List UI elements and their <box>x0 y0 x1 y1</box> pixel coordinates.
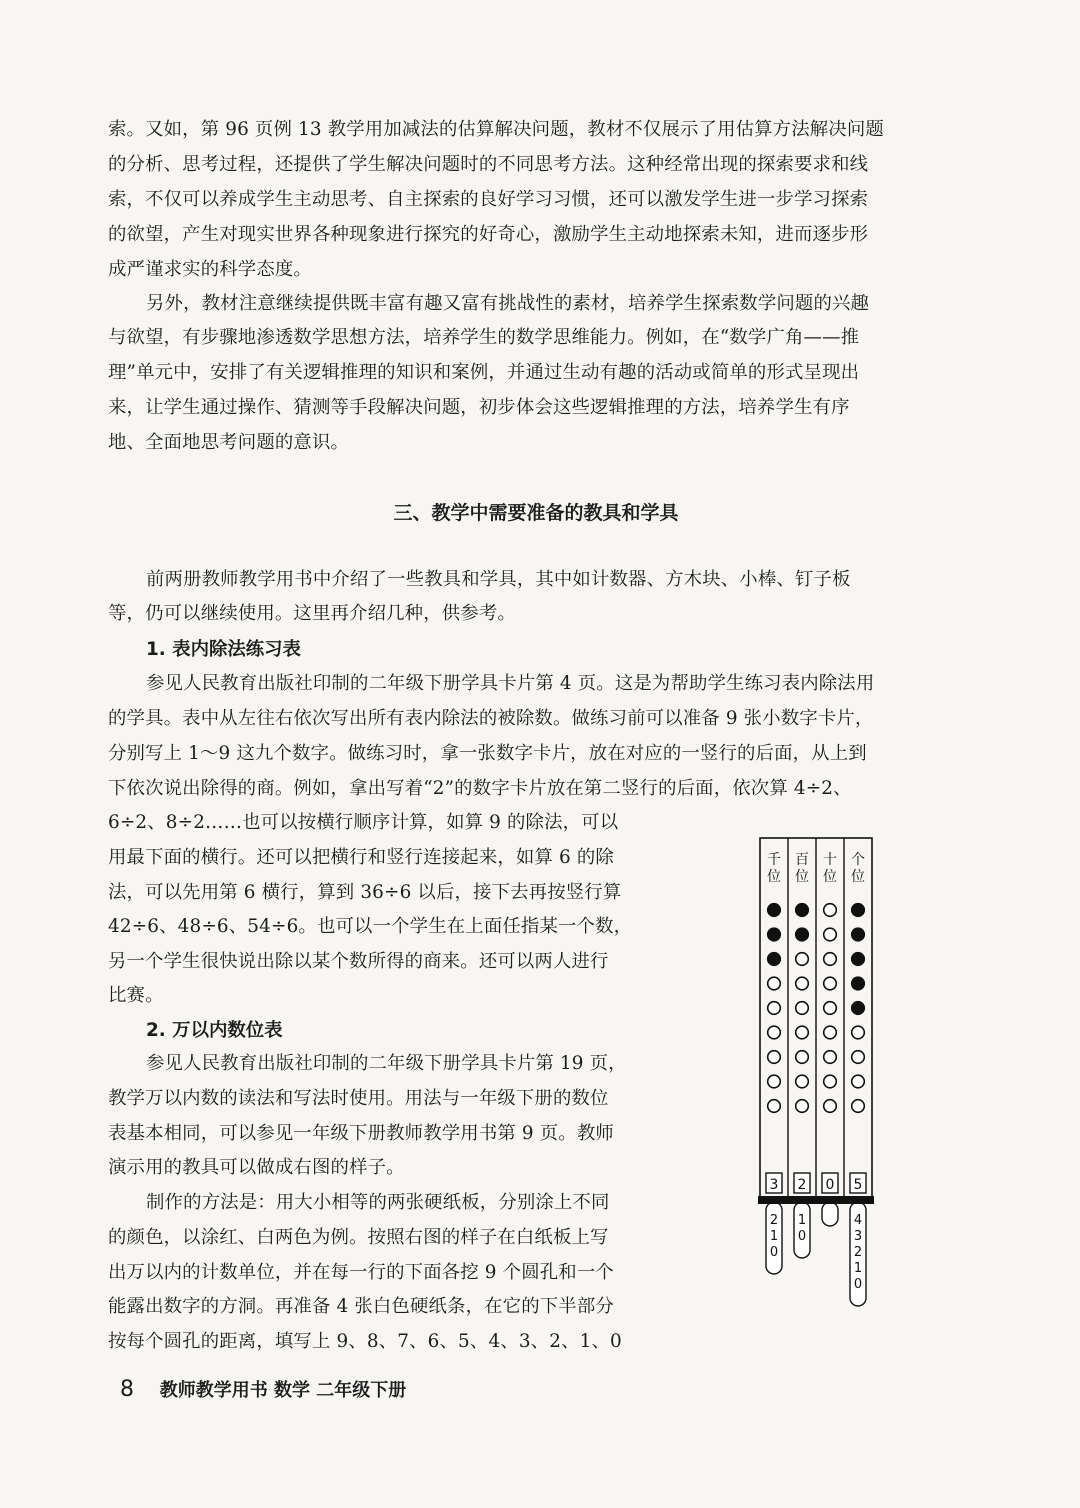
column-label-char: 位 <box>767 869 781 885</box>
empty-hole <box>852 1026 865 1039</box>
empty-hole <box>768 1002 781 1015</box>
filled-hole <box>768 953 781 966</box>
text-line: 的颜色，以涂红、白两色为例。按照右图的样子在白纸板上写 <box>108 1227 609 1248</box>
text-line: 用最下面的横行。还可以把横行和竖行连接起来，如算 6 的除 <box>108 847 614 868</box>
strip-digit: 1 <box>769 1229 779 1244</box>
text-line: 成严谨求实的科学态度。 <box>108 259 312 280</box>
text-line: 的欲望，产生对现实世界各种现象进行探究的好奇心，激励学生主动地探索未知，进而逐步形 <box>108 224 869 245</box>
text-line: 索。又如，第 96 页例 13 教学用加减法的估算解决问题，教材不仅展示了用估算方法解决问题 <box>108 119 884 140</box>
column-label-char: 千 <box>767 852 781 868</box>
empty-hole <box>824 904 837 917</box>
text-line: 比赛。 <box>108 985 164 1006</box>
filled-hole <box>768 904 781 917</box>
strip-digit: 0 <box>797 1229 807 1244</box>
page-number: 8 <box>120 1377 134 1402</box>
column-label-char: 位 <box>851 869 865 885</box>
text-line: 参见人民教育出版社印制的二年级下册学具卡片第 19 页， <box>146 1053 627 1074</box>
empty-hole <box>768 1100 781 1113</box>
digit-window-value: 0 <box>825 1177 835 1193</box>
text-line: 前两册教师教学用书中介绍了一些教具和学具，其中如计数器、方木块、小棒、钉子板 <box>146 569 851 590</box>
place-value-chart-diagram <box>748 830 898 1360</box>
text-line: 制作的方法是：用大小相等的两张硬纸板，分别涂上不同 <box>146 1192 610 1213</box>
text-line: 表基本相同，可以参见一年级下册教师教学用书第 9 页。教师 <box>108 1123 614 1144</box>
digit-window-value: 5 <box>853 1177 863 1193</box>
empty-hole <box>796 1051 809 1064</box>
section-title: 三、教学中需要准备的教具和学具 <box>393 502 679 524</box>
empty-hole <box>796 1100 809 1113</box>
empty-hole <box>768 1075 781 1088</box>
text-line: 出万以内的计数单位，并在每一行的下面各挖 9 个圆孔和一个 <box>108 1262 614 1283</box>
digit-window-value: 3 <box>769 1177 779 1193</box>
strip-digit: 3 <box>853 1229 863 1244</box>
subheading-division-table: 1. 表内除法练习表 <box>146 639 301 660</box>
text-line: 理”单元中，安排了有关逻辑推理的知识和案例，并通过生动有趣的活动或简单的形式呈现出 <box>108 362 860 383</box>
text-line: 与欲望，有步骤地渗透数学思想方法，培养学生的数学思维能力。例如，在“数学广角——推 <box>108 327 860 348</box>
filled-hole <box>796 904 809 917</box>
empty-hole <box>824 1026 837 1039</box>
text-line: 教学万以内数的读法和写法时使用。用法与一年级下册的数位 <box>108 1088 609 1109</box>
text-line: 索，不仅可以养成学生主动思考、自主探索的良好学习习惯，还可以激发学生进一步学习探索 <box>108 189 869 210</box>
text-line: 演示用的教具可以做成右图的样子。 <box>108 1157 405 1178</box>
strip-digit: 1 <box>853 1261 863 1276</box>
text-line: 的分析、思考过程，还提供了学生解决问题时的不同思考方法。这种经常出现的探索要求和线 <box>108 154 869 175</box>
empty-hole <box>796 953 809 966</box>
book-title: 教师教学用书 数学 二年级下册 <box>159 1380 407 1401</box>
text-line: 法，可以先用第 6 横行，算到 36÷6 以后，接下去再按竖行算 <box>108 882 622 903</box>
empty-hole <box>796 1075 809 1088</box>
filled-hole <box>852 928 865 941</box>
column-label-char: 百 <box>795 852 809 868</box>
chart-bottom-bar <box>758 1196 874 1204</box>
text-line: 地、全面地思考问题的意识。 <box>108 432 350 453</box>
strip-digit: 4 <box>853 1213 863 1228</box>
filled-hole <box>852 1002 865 1015</box>
strip-digit: 0 <box>769 1245 779 1260</box>
empty-hole <box>768 977 781 990</box>
empty-hole <box>796 1002 809 1015</box>
text-line: 6÷2、8÷2……也可以按横行顺序计算，如算 9 的除法，可以 <box>108 812 619 833</box>
subheading-place-value-table: 2. 万以内数位表 <box>146 1020 283 1041</box>
text-line: 参见人民教育出版社印制的二年级下册学具卡片第 4 页。这是为帮助学生练习表内除法用 <box>146 673 875 694</box>
digit-window-value: 2 <box>797 1177 807 1193</box>
column-label-char: 位 <box>823 869 837 885</box>
empty-hole <box>852 1051 865 1064</box>
empty-hole <box>824 953 837 966</box>
text-line: 等，仍可以继续使用。这里再介绍几种，供参考。 <box>108 603 516 624</box>
empty-hole <box>796 977 809 990</box>
empty-hole <box>768 1026 781 1039</box>
text-line: 另外，教材注意继续提供既丰富有趣又富有挑战性的素材，培养学生探索数学问题的兴趣 <box>146 293 870 314</box>
empty-hole <box>824 1075 837 1088</box>
strip-digit: 2 <box>769 1213 779 1228</box>
column-label-char: 个 <box>851 852 865 868</box>
empty-hole <box>824 1100 837 1113</box>
empty-hole <box>852 1100 865 1113</box>
empty-hole <box>824 928 837 941</box>
empty-hole <box>824 977 837 990</box>
filled-hole <box>852 904 865 917</box>
empty-hole <box>824 1051 837 1064</box>
strip-digit: 0 <box>853 1277 863 1292</box>
filled-hole <box>768 928 781 941</box>
text-line: 分别写上 1～9 这九个数字。做练习时，拿一张数字卡片，放在对应的一竖行的后面，从上到 <box>108 743 867 764</box>
text-line: 能露出数字的方洞。再准备 4 张白色硬纸条，在它的下半部分 <box>108 1296 614 1317</box>
number-strip <box>822 1202 838 1226</box>
text-line: 另一个学生很快说出除以某个数所得的商来。还可以两人进行 <box>108 951 609 972</box>
column-label-char: 位 <box>795 869 809 885</box>
empty-hole <box>824 1002 837 1015</box>
strip-digit: 2 <box>853 1245 863 1260</box>
text-line: 42÷6、48÷6、54÷6。也可以一个学生在上面任指某一个数， <box>108 916 633 937</box>
empty-hole <box>852 1075 865 1088</box>
column-label-char: 十 <box>823 852 837 868</box>
filled-hole <box>796 928 809 941</box>
page-footer <box>120 1376 406 1402</box>
filled-hole <box>852 953 865 966</box>
strip-digit: 1 <box>797 1213 807 1228</box>
empty-hole <box>768 1051 781 1064</box>
filled-hole <box>852 977 865 990</box>
empty-hole <box>796 1026 809 1039</box>
text-line: 的学具。表中从左往右依次写出所有表内除法的被除数。做练习前可以准备 9 张小数字卡片， <box>108 708 874 729</box>
text-line: 下依次说出除得的商。例如，拿出写着“2”的数字卡片放在第二竖行的后面，依次算 4÷2、 <box>108 778 852 799</box>
text-line: 按每个圆孔的距离，填写上 9、8、7、6、5、4、3、2、1、0 <box>108 1331 622 1352</box>
text-line: 来，让学生通过操作、猜测等手段解决问题，初步体会这些逻辑推理的方法，培养学生有序 <box>108 397 850 418</box>
